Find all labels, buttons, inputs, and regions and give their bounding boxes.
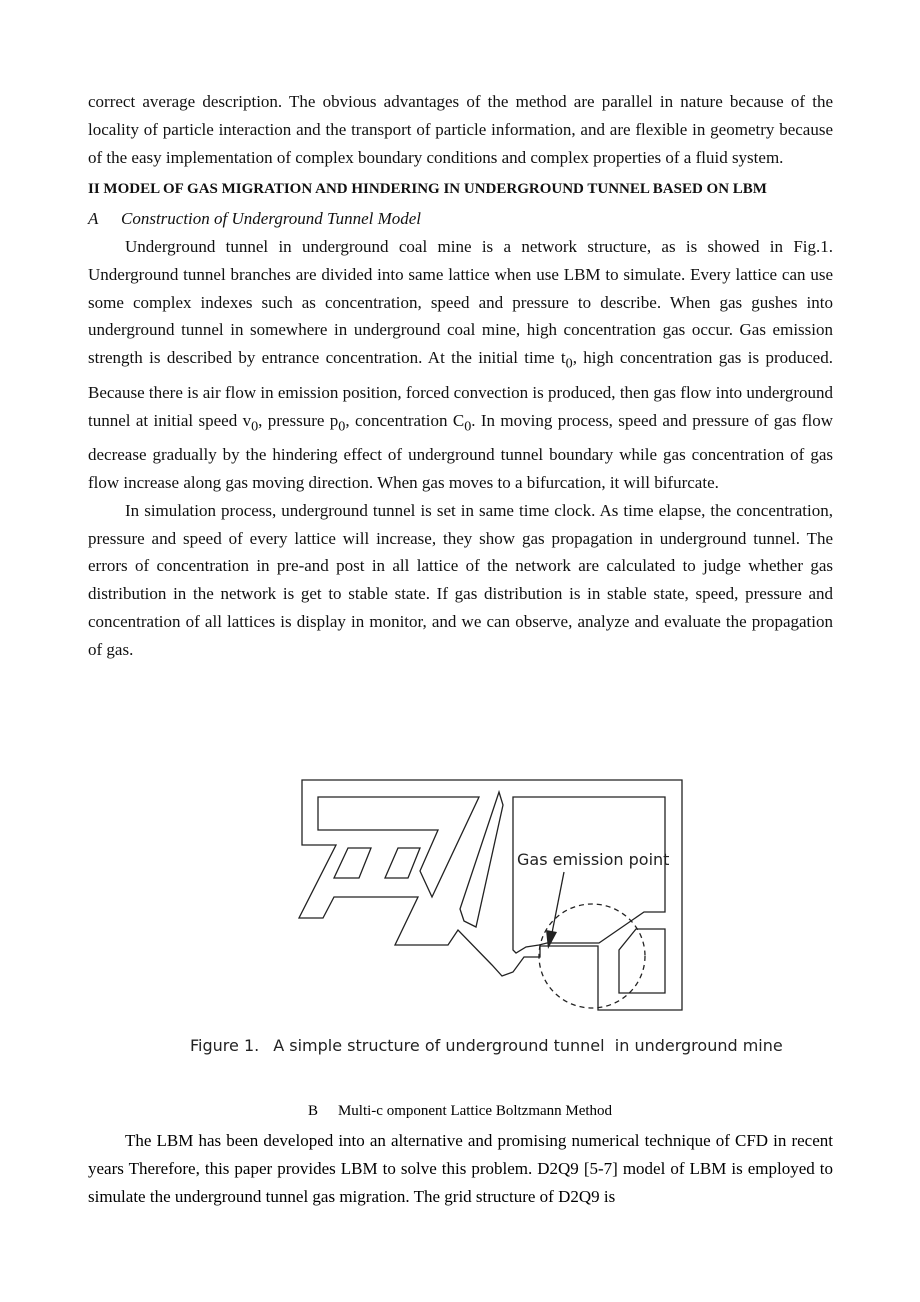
para-a1-text-4: , concentration C [345,410,465,430]
paragraph-lbm-intro: The LBM has been developed into an alternative and promising numerical technique of CFD in recent years Therefore, this paper provides LBM to solve this problem. D2Q9 [5-7] model of LBM is employed to simulate the underground tunnel gas migration. The grid structure of D2Q9 is [88,1131,833,1206]
gas-emission-label: Gas emission point [517,850,670,869]
para-a1-sub-c0: 0 [464,417,472,434]
para-a1-sub-p0: 0 [338,417,346,434]
para-a1-text-5: . In moving process, speed and pressure of gas flow decrease gradually by the hindering effect of underground tunnel boundary while gas concentration of gas flow increase along gas moving direction. When gas moves to a bifurcation, it will bifurcate. [88,410,833,492]
paragraph-tunnel-model [88,233,833,497]
pillar-right [385,848,420,878]
diagonal-pillar [460,792,503,927]
figure-caption [190,1036,783,1055]
small-pillar-right [619,929,665,993]
tunnel-inner-boundary [318,797,479,897]
subsection-a-heading [88,205,833,233]
figure-caption-number: Figure 1. [190,1036,260,1055]
figure-caption-text: A simple structure of underground tunnel in underground mine [273,1036,783,1055]
para-a1-text-1: Underground tunnel in underground coal mine is a network structure, as is showed in Fig.1. Underground tunnel branches are divided into same lattice when use LBM to simulate. Every lattice can use some complex indexes such as concentration, speed and pressure to describe. When gas gushes into underground tunnel in somewhere in underground coal mine, high concentration gas occur. Gas emission strength is described by entrance concentration. At the initial time t [88,236,833,368]
subsection-b-heading [0,1103,920,1120]
subsection-a-title: Construction of Underground Tunnel Model [121,208,422,228]
tunnel-outer-boundary [299,780,682,1010]
figure-1 [190,775,760,1020]
subsection-b-label: B [307,1103,318,1119]
paragraph-simulation-process: In simulation process, underground tunnel is set in same time clock. As time elapse, the concentration, pressure and speed of every lattice will increase, they show gas propagation in underground tunnel. The errors of concentration in pre-and post in all lattice of the network are calculated to judge whether gas distribution in the network is get to stable state. If gas distribution is in stable state, speed, pressure and concentration of all lattices is display in monitor, and we can observe, analyze and evaluate the propagation of gas. [88,500,833,660]
subsection-b-title: Multi-c omponent Lattice Boltzmann Method [337,1103,613,1119]
emission-arrow-shaft [552,872,564,933]
paper-body-continued [88,1127,833,1211]
para-a1-text-2: , high concentration gas is produced. Because there is air flow in emission position, forced convection is produced, then gas flow into underground tunnel at initial speed v [88,348,833,430]
pillar-left [334,848,371,878]
intro-paragraph: correct average description. The obvious advantages of the method are parallel in nature because of the locality of particle interaction and the transport of particle information, and are flexible in geometry because of the easy implementation of complex boundary conditions and complex properties of a fluid system. [88,92,833,167]
subsection-a-label: A [88,208,99,228]
para-a1-sub-v0: 0 [251,417,259,434]
tunnel-diagram [190,775,760,1020]
para-a1-sub-t0: 0 [565,355,573,372]
paper-body [88,88,833,664]
para-a1-text-3: , pressure p [258,410,339,430]
section-heading: II MODEL OF GAS MIGRATION AND HINDERING IN UNDERGROUND TUNNEL BASED ON LBM [88,180,767,197]
